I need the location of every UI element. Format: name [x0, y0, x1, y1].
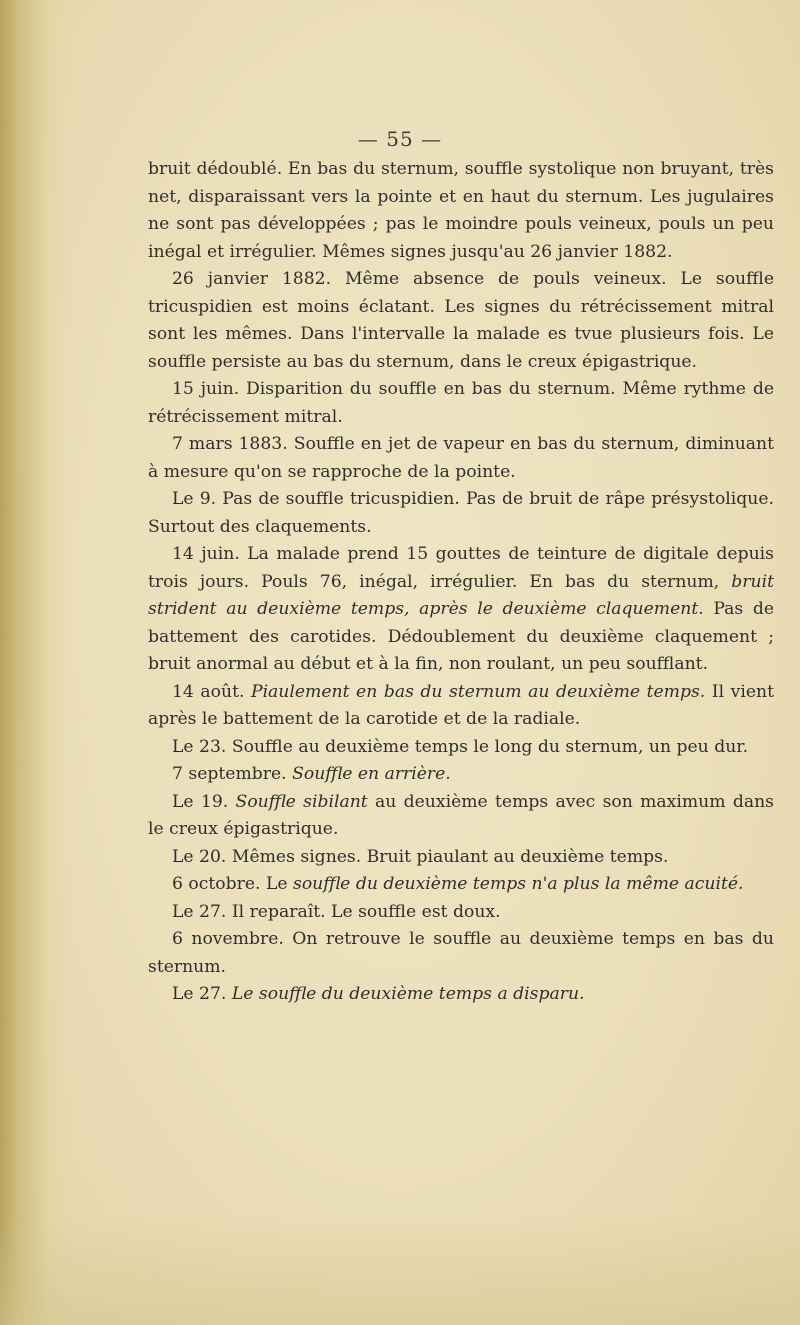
body-text	[148, 156, 774, 1009]
paragraph: Le 27. Le souffle du deuxième temps a disparu.	[172, 984, 585, 1004]
paragraph: 14 juin. La malade prend 15 gouttes de teinture de digitale depuis trois jours. Pouls 76, inégal, irrégulier. En bas du sternum, bruit strident au deuxième temps, après le deuxième claquement. Pas de battement des carotides. Dédoublement du deuxième claquement ; bruit anormal au début et à la fin, non roulant, un peu soufflant.	[148, 544, 774, 674]
paragraph: Le 9. Pas de souffle tricuspidien. Pas de bruit de râpe présystolique. Surtout des claquements.	[148, 489, 774, 537]
paragraph: 7 septembre. Souffle en arrière.	[172, 764, 451, 784]
page-edge-shadow	[0, 0, 70, 1325]
paragraph: Le 23. Souffle au deuxième temps le long du sternum, un peu dur.	[172, 736, 749, 757]
page-number: — 55 —	[357, 127, 443, 151]
paragraph: Le 20. Mêmes signes. Bruit piaulant au deuxième temps.	[172, 846, 669, 867]
paragraph: bruit dédoublé. En bas du sternum, souffle systolique non bruyant, très net, disparaissant vers la pointe et en haut du sternum. Les jugulaires ne sont pas développées ; pas le moindre pouls veineux, pouls un peu inégal et irrégulier. Mêmes signes jusqu'au 26 janvier 1882.	[148, 159, 774, 262]
paragraph: Le 27. Il reparaît. Le souffle est doux.	[172, 901, 501, 922]
paragraph: Le 19. Souffle sibilant au deuxième temps avec son maximum dans le creux épigastrique.	[148, 791, 774, 839]
paragraph: 7 mars 1883. Souffle en jet de vapeur en bas du sternum, diminuant à mesure qu'on se rapproche de la pointe.	[148, 434, 774, 482]
paragraph: 26 janvier 1882. Même absence de pouls veineux. Le souffle tricuspidien est moins éclatant. Les signes du rétrécissement mitral sont les mêmes. Dans l'intervalle la malade es tvue plusieurs fois. Le souffle persiste au bas du sternum, dans le creux épigastrique.	[148, 269, 774, 372]
paragraph: 6 novembre. On retrouve le souffle au deuxième temps en bas du sternum.	[148, 929, 774, 977]
paragraph: 14 août. Piaulement en bas du sternum au deuxième temps. Il vient après le battement de la carotide et de la radiale.	[148, 681, 774, 729]
page-bottom-shade	[0, 1215, 800, 1325]
paragraph: 6 octobre. Le souffle du deuxième temps n'a plus la même acuité.	[172, 874, 744, 894]
paragraph: 15 juin. Disparition du souffle en bas du sternum. Même rythme de rétrécissement mitral.	[148, 379, 774, 427]
